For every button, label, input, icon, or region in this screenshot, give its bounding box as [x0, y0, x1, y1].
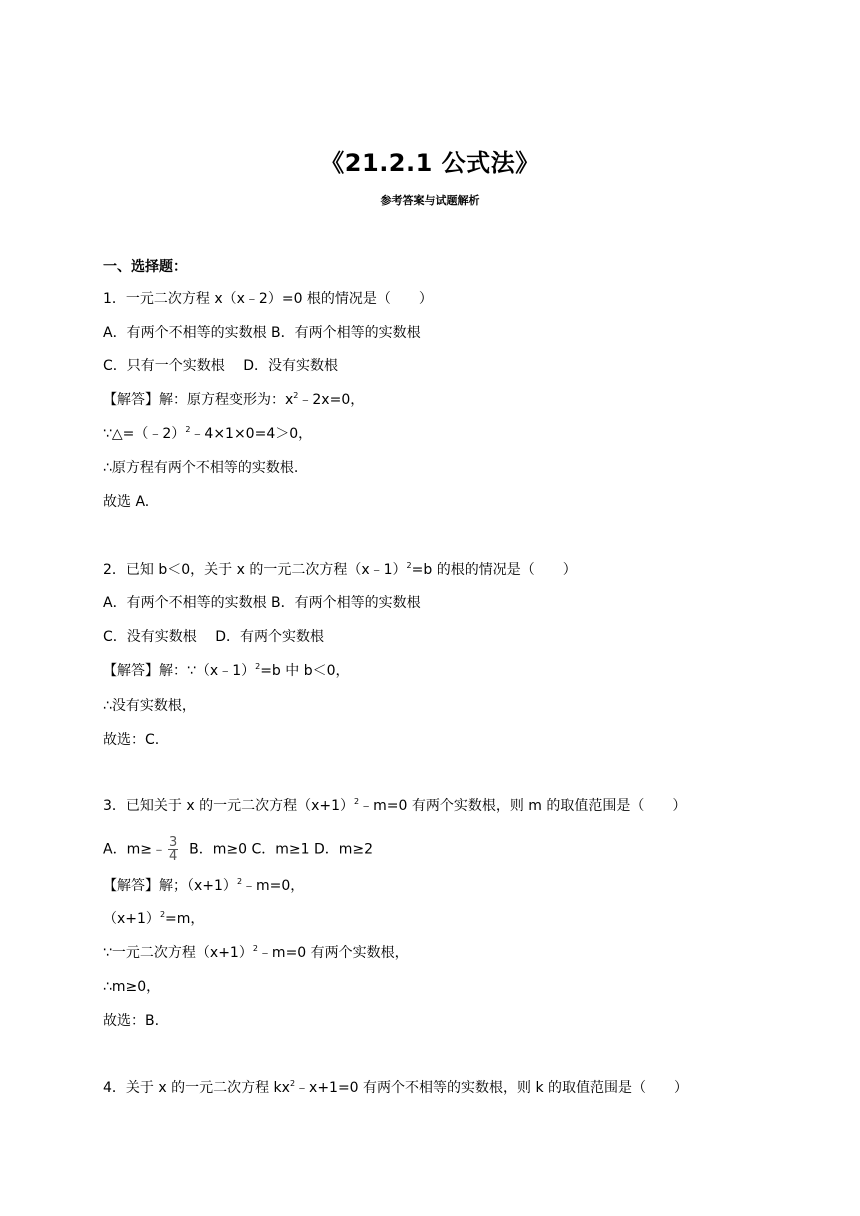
q1-options-ab: A．有两个不相等的实数根 B．有两个相等的实数根 [103, 325, 421, 341]
q2-answer-line-2: ∴没有实数根， [103, 698, 196, 714]
q3-answer-line-1: 【解答】解；$(x+1)^2﹣m=0$， [103, 877, 305, 894]
q2-options-cd: C．没有实数根 D．有两个实数根 [103, 629, 325, 645]
q3-answer-line-2: $(x+1)^2=m$， [103, 910, 205, 927]
q3-options: A．m≥﹣ $\frac{3}{4}$ B．m≥0 C．m≥1 D．m≥2 [103, 835, 374, 864]
q2-answer-line-1: 【解答】解：∵（x﹣1）$^2$=b 中 b＜0， [103, 662, 350, 679]
q3-answer-line-4: ∴m≥0， [103, 979, 161, 995]
q1-answer-line-3: ∴原方程有两个不相等的实数根. [103, 460, 299, 476]
q2-options-ab: A．有两个不相等的实数根 B．有两个相等的实数根 [103, 595, 421, 611]
document-subtitle: 参考答案与试题解析 [380, 194, 480, 207]
fraction-three-quarters: $\frac{3}{4}$ [168, 835, 178, 864]
q3-answer-line-3: ∵一元二次方程$(x+1)^2﹣m=0$ 有两个实数根， [103, 944, 409, 961]
section-heading: 一、选择题： [103, 259, 187, 275]
q2-stem: 2．已知 b＜0，关于 x 的一元二次方程（x﹣1）$^2$=b 的根的情况是（ ） [103, 561, 577, 578]
document-title: 《21.2.1 公式法》 [320, 149, 540, 177]
q3-answer-line-5: 故选：B. [103, 1013, 160, 1029]
q1-answer-line-2: ∵△=（﹣2）$^2$﹣4×1×0=4＞0， [103, 425, 313, 442]
q1-stem: 1．一元二次方程 x（x﹣2）=0 根的情况是（ ） [103, 291, 433, 307]
q1-options-cd: C．只有一个实数根 D．没有实数根 [103, 358, 339, 374]
q3-stem: 3．已知关于 x 的一元二次方程$(x+1)^2﹣m=0$ 有两个实数根，则 m 的取值范围是（ ） [103, 797, 687, 814]
q4-stem: 4．关于 x 的一元二次方程 $kx^2﹣x+1=0$ 有两个不相等的实数根，则 k 的取值范围是（ ） [103, 1079, 689, 1096]
q1-answer-line-4: 故选 A. [103, 494, 150, 510]
q1-answer-line-1: 【解答】解：原方程变形为：$x^2﹣2x=0$， [103, 391, 365, 408]
q2-answer-line-3: 故选：C. [103, 732, 160, 748]
